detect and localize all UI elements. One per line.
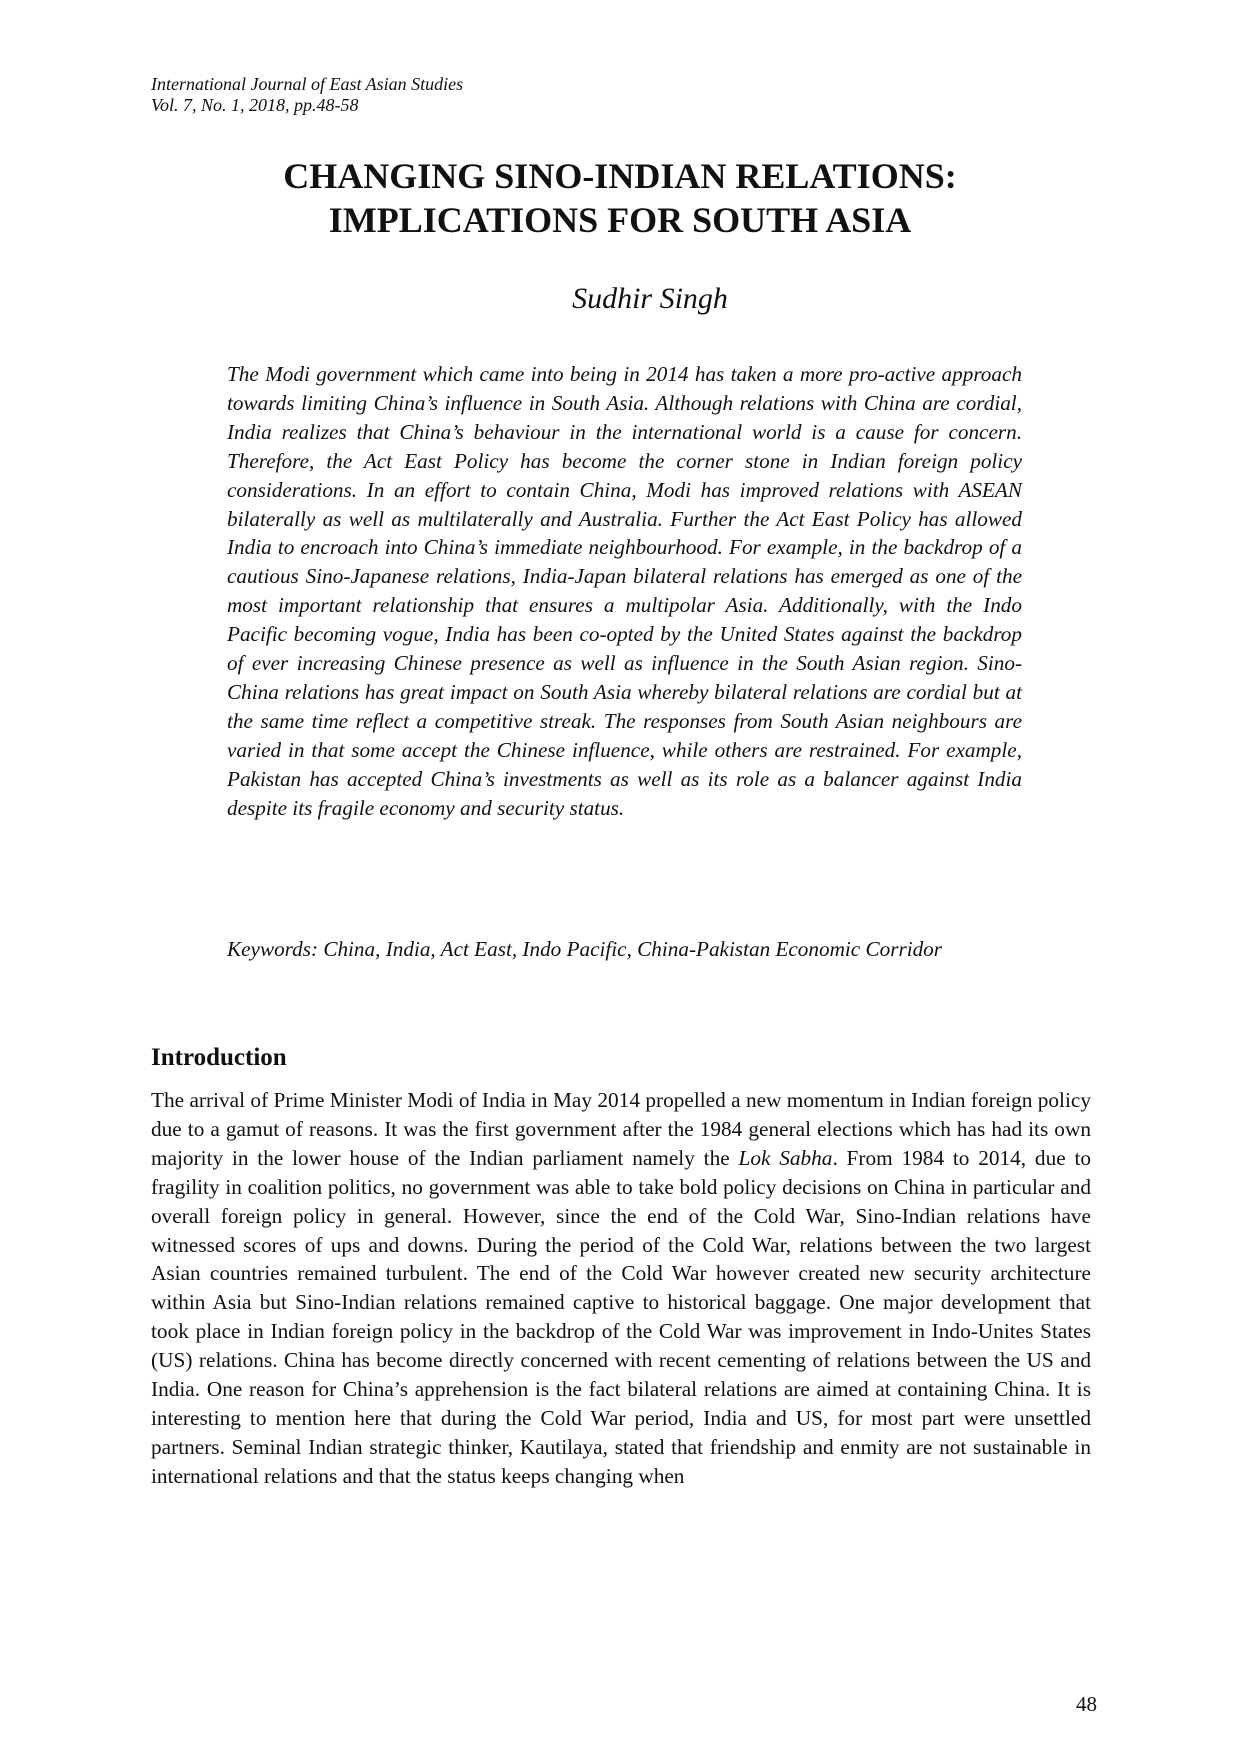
intro-text-part-2: . From 1984 to 2014, due to fragility in coalition politics, no government was able to take bold policy decisions on China in particular and overall foreign policy in general. However, since the end of the Cold War, Sino-Indian relations have witnessed scores of ups and downs. During the period of the Cold War, relations between the two largest Asian countries remained turbulent. The end of the Cold War however created new security architecture within Asia but Sino-Indian relations remained captive to historical baggage. One major development that took place in Indian foreign policy in the backdrop of the Cold War was improvement in Indo-Unites States (US) relations. China has become directly concerned with recent cementing of relations between the US and India. One reason for China’s apprehension is the fact bilateral relations are aimed at containing China. It is interesting to mention here that during the Cold War period, India and US, for most part were unsettled partners. Seminal Indian strategic thinker, Kautilaya, stated that friendship and enmity are not sustainable in international relations and that the status keeps changing when [151, 1145, 1092, 1488]
author-name: Sudhir Singh [572, 282, 728, 315]
abstract: The Modi government which came into being in 2014 has taken a more pro-active approach towards limiting China’s influence in South Asia. Although relations with China are cordial, India realizes that China’s behaviour in the international world is a cause for concern. Therefore, the Act East Policy has become the corner stone in Indian foreign policy considerations. In an effort to contain China, Modi has improved relations with ASEAN bilaterally as well as multilaterally and Australia. Further the Act East Policy has allowed India to encroach into China’s immediate neighbourhood. For example, in the backdrop of a cautious Sino-Japanese relations, India-Japan bilateral relations has emerged as one of the most important relationship that ensures a multipolar Asia. Additionally, with the Indo Pacific becoming vogue, India has been co-opted by the United States against the backdrop of ever increasing Chinese presence as well as influence in the South Asian region. Sino-China relations has great impact on South Asia whereby bilateral relations are cordial but at the same time reflect a competitive streak. The responses from South Asian neighbours are varied in that some accept the Chinese influence, while others are restrained. For example, Pakistan has accepted China’s investments as well as its role as a balancer against India despite its fragile economy and security status. [227, 362, 1022, 820]
lok-sabha-term: Lok Sabha [738, 1145, 833, 1170]
keywords: Keywords: China, India, Act East, Indo Pacific, China-Pakistan Economic Corridor [227, 937, 943, 961]
title-line-1: CHANGING SINO-INDIAN RELATIONS: [283, 156, 957, 196]
page-number: 48 [1076, 1692, 1097, 1716]
title-line-2: IMPLICATIONS FOR SOUTH ASIA [328, 200, 912, 240]
journal-name: International Journal of East Asian Studies [151, 74, 464, 94]
section-heading-introduction: Introduction [151, 1044, 287, 1071]
intro-text-part-1: The arrival of Prime Minister Modi of India in May 2014 propelled a new momentum in Indian foreign policy due to a gamut of reasons. It was the first government after the 1984 general elections which has had its own majority in the lower house of the Indian parliament namely the [151, 1088, 1091, 1170]
introduction-paragraph [151, 1086, 1091, 1491]
journal-volume: Vol. 7, No. 1, 2018, pp.48-58 [151, 95, 359, 115]
journal-header [151, 74, 463, 116]
paper-title [150, 154, 1090, 242]
